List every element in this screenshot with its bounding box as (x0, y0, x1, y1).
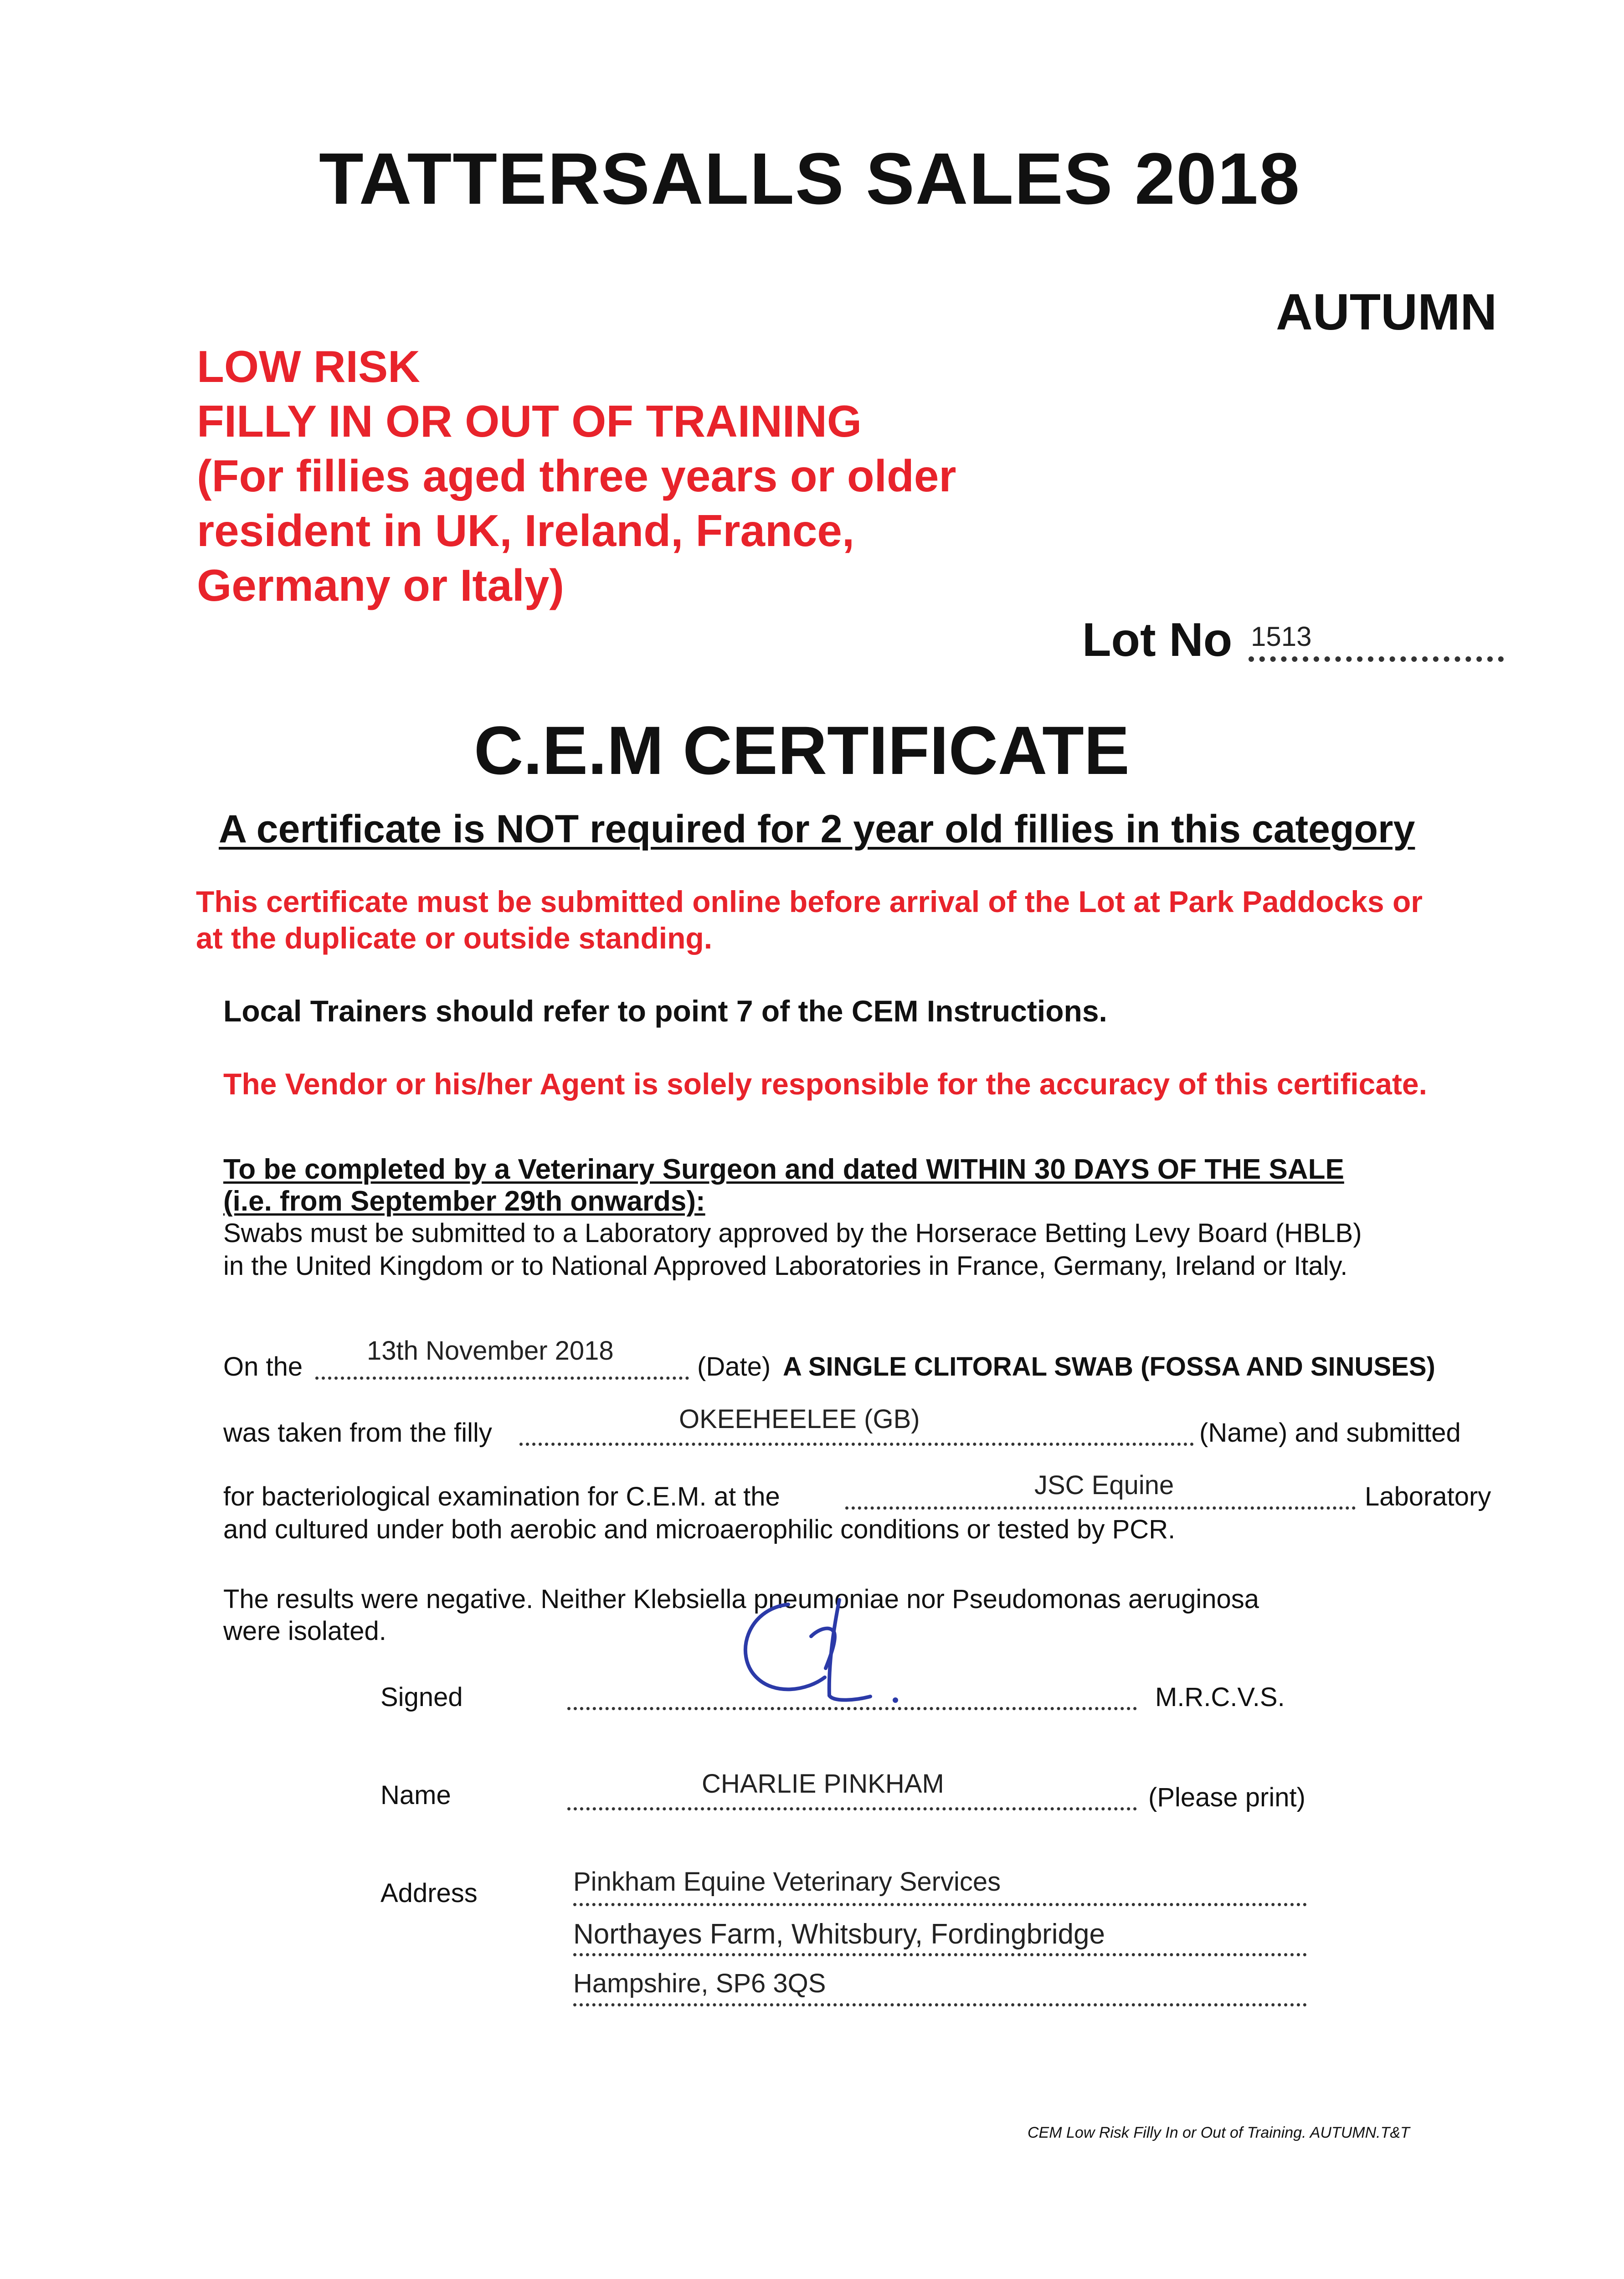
category-line: (For fillies aged three years or older (197, 451, 956, 501)
name-label: Name (380, 1780, 451, 1810)
lot-label: Lot No (1082, 614, 1233, 666)
results-text: were isolated. (223, 1616, 386, 1646)
swab-description: A SINGLE CLITORAL SWAB (FOSSA AND SINUSES) (783, 1352, 1435, 1382)
submit-notice-line: at the duplicate or outside standing. (196, 921, 713, 955)
handwritten-signature (720, 1586, 939, 1714)
lot-dotted-line (1249, 656, 1504, 662)
instructions-heading: To be completed by a Veterinary Surgeon and dated WITHIN 30 DAYS OF THE SALE (223, 1154, 1344, 1185)
instructions-heading: (i.e. from September 29th onwards): (223, 1186, 705, 1217)
lab-field-line (845, 1506, 1356, 1510)
name-submitted-label: (Name) and submitted (1199, 1418, 1461, 1448)
address-field-line (573, 1953, 1307, 1956)
submit-notice-line: This certificate must be submitted online before arrival of the Lot at Park Paddocks or (196, 885, 1423, 918)
category-line: Germany or Italy) (197, 560, 565, 610)
address-line: Northayes Farm, Whitsbury, Fordingbridge (573, 1918, 1105, 1950)
signed-label: Signed (380, 1682, 463, 1712)
lab-name-value: JSC Equine (1034, 1470, 1174, 1500)
mrcvs-label: M.R.C.V.S. (1155, 1682, 1285, 1712)
bacterio-label: for bacteriological examination for C.E.M. at the (223, 1482, 780, 1511)
certificate-title: C.E.M CERTIFICATE (474, 712, 1130, 789)
taken-from-label: was taken from the filly (223, 1418, 492, 1448)
vendor-notice: The Vendor or his/her Agent is solely responsible for the accuracy of this certificate. (223, 1067, 1427, 1101)
please-print-label: (Please print) (1148, 1783, 1305, 1812)
filly-name-value: OKEEHEELEE (GB) (679, 1404, 920, 1434)
instructions-body: in the United Kingdom or to National Approved Laboratories in France, Germany, Ireland or Italy. (223, 1251, 1348, 1281)
local-trainers-note: Local Trainers should refer to point 7 of the CEM Instructions. (223, 994, 1107, 1028)
vet-name-value: CHARLIE PINKHAM (702, 1769, 944, 1799)
category-line: resident in UK, Ireland, France, (197, 505, 855, 556)
document-title: TATTERSALLS SALES 2018 (319, 138, 1300, 219)
address-line: Hampshire, SP6 3QS (573, 1969, 826, 1998)
sale-name: AUTUMN (1276, 284, 1497, 340)
on-the-label: On the (223, 1352, 303, 1382)
date-field-line (315, 1377, 689, 1380)
laboratory-label: Laboratory (1365, 1482, 1491, 1511)
date-value: 13th November 2018 (367, 1336, 614, 1366)
address-field-line (573, 1903, 1307, 1906)
date-label: (Date) (697, 1352, 771, 1382)
category-line: LOW RISK (197, 341, 420, 392)
instructions-body: Swabs must be submitted to a Laboratory approved by the Horserace Betting Levy Board (HBLB) (223, 1218, 1362, 1248)
filly-name-field-line (519, 1443, 1194, 1446)
address-line: Pinkham Equine Veterinary Services (573, 1867, 1001, 1897)
signature-field-line (567, 1707, 1137, 1710)
address-field-line (573, 2003, 1307, 2006)
lot-number: 1513 (1251, 621, 1312, 652)
certificate-subtitle: A certificate is NOT required for 2 year old fillies in this category (219, 807, 1415, 851)
vet-name-field-line (567, 1807, 1137, 1810)
category-line: FILLY IN OR OUT OF TRAINING (197, 396, 862, 446)
form-reference-footer: CEM Low Risk Filly In or Out of Training. AUTUMN.T&T (1028, 2124, 1410, 2141)
address-label: Address (380, 1878, 478, 1908)
cultured-text: and cultured under both aerobic and microaerophilic conditions or tested by PCR. (223, 1515, 1176, 1544)
results-text: The results were negative. Neither Klebsiella pneumoniae nor Pseudomonas aeruginosa (223, 1584, 1259, 1614)
